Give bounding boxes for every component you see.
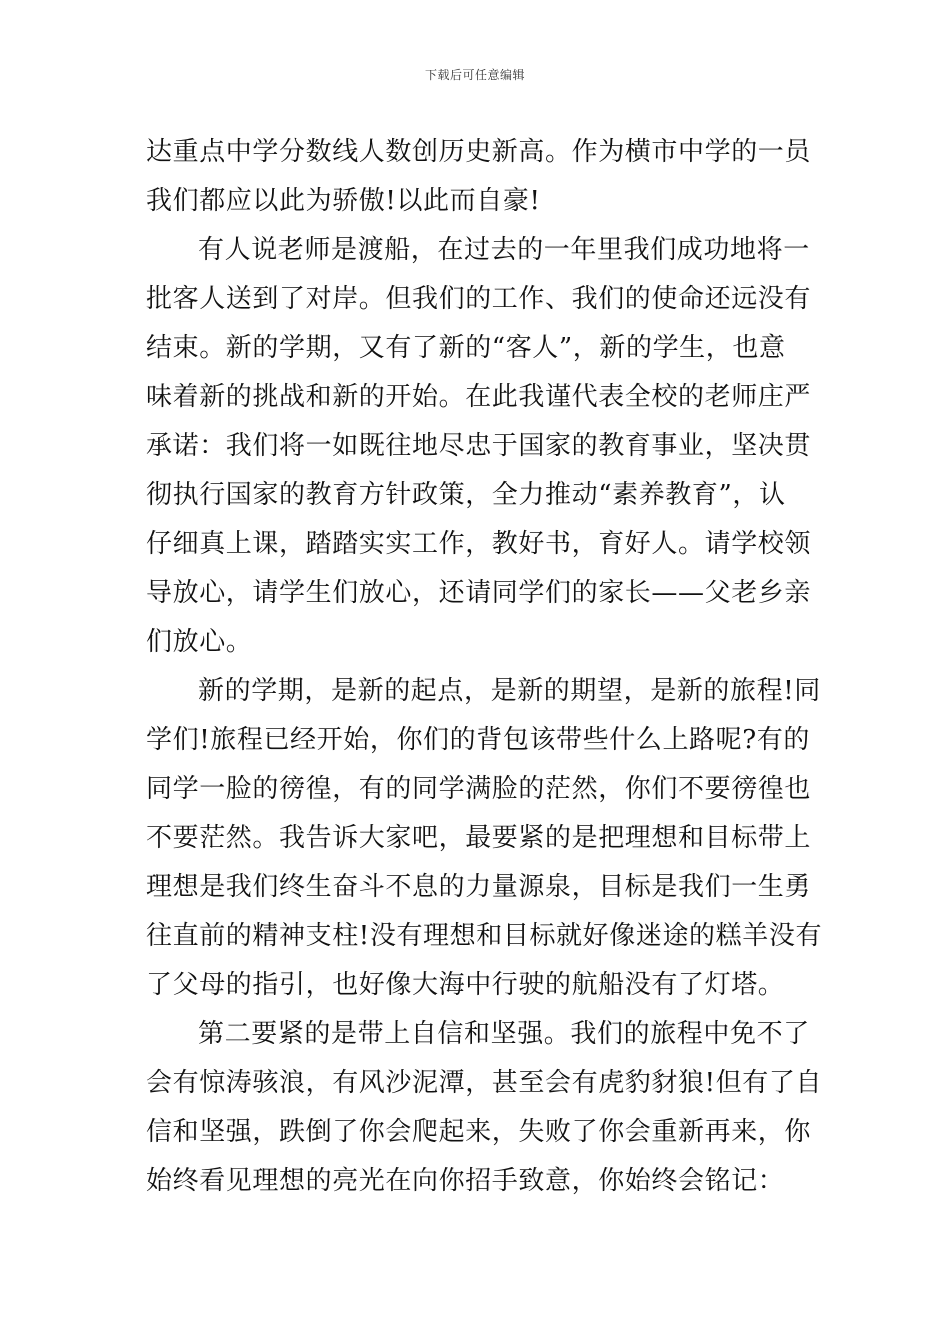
text-line: 结束。新的学期，又有了新的“客人”，新的学生，也意 [146, 333, 786, 363]
body-text [146, 128, 823, 1206]
text-line: 始终看见理想的亮光在向你招手致意，你始终会铭记： [146, 1166, 785, 1196]
text-line: 我们都应以此为骄傲!以此而自豪! [146, 186, 541, 216]
text-line: 批客人送到了对岸。但我们的工作、我们的使命还远没有 [146, 284, 812, 314]
text-line: 信和坚强，跌倒了你会爬起来，失败了你会重新再来，你 [146, 1117, 812, 1147]
text-line: 彻执行国家的教育方针政策，全力推动“素养教育”，认 [146, 480, 786, 510]
text-line: 往直前的精神支柱!没有理想和目标就好像迷途的糕羊没有 [146, 921, 823, 951]
text-line: 第二要紧的是带上自信和坚强。我们的旅程中免不了 [198, 1019, 810, 1049]
text-line: 们放心。 [146, 627, 253, 657]
text-line: 新的学期，是新的起点，是新的期望，是新的旅程!同 [198, 676, 821, 706]
text-line: 承诺：我们将一如既往地尽忠于国家的教育事业，坚决贯 [146, 431, 812, 461]
text-line: 会有惊涛骇浪，有风沙泥潭，甚至会有虎豹豺狼!但有了自 [146, 1068, 823, 1098]
text-line: 不要茫然。我告诉大家吧，最要紧的是把理想和目标带上 [146, 823, 812, 853]
text-line: 有人说老师是渡船，在过去的一年里我们成功地将一 [198, 235, 810, 265]
text-line: 学们!旅程已经开始，你们的背包该带些什么上路呢?有的 [146, 725, 810, 755]
text-line: 导放心，请学生们放心，还请同学们的家长——父老乡亲 [146, 578, 812, 608]
text-line: 了父母的指引，也好像大海中行驶的航船没有了灯塔。 [146, 970, 785, 1000]
text-line: 同学一脸的徬徨，有的同学满脸的茫然，你们不要徬徨也 [146, 774, 812, 804]
page-header: 下载后可任意编辑 [424, 68, 525, 82]
text-line: 理想是我们终生奋斗不息的力量源泉，目标是我们一生勇 [146, 872, 812, 902]
text-line: 仔细真上课，踏踏实实工作，教好书，育好人。请学校领 [146, 529, 812, 559]
text-line: 味着新的挑战和新的开始。在此我谨代表全校的老师庄严 [146, 382, 812, 412]
text-line: 达重点中学分数线人数创历史新高。作为横市中学的一员 [146, 137, 812, 167]
